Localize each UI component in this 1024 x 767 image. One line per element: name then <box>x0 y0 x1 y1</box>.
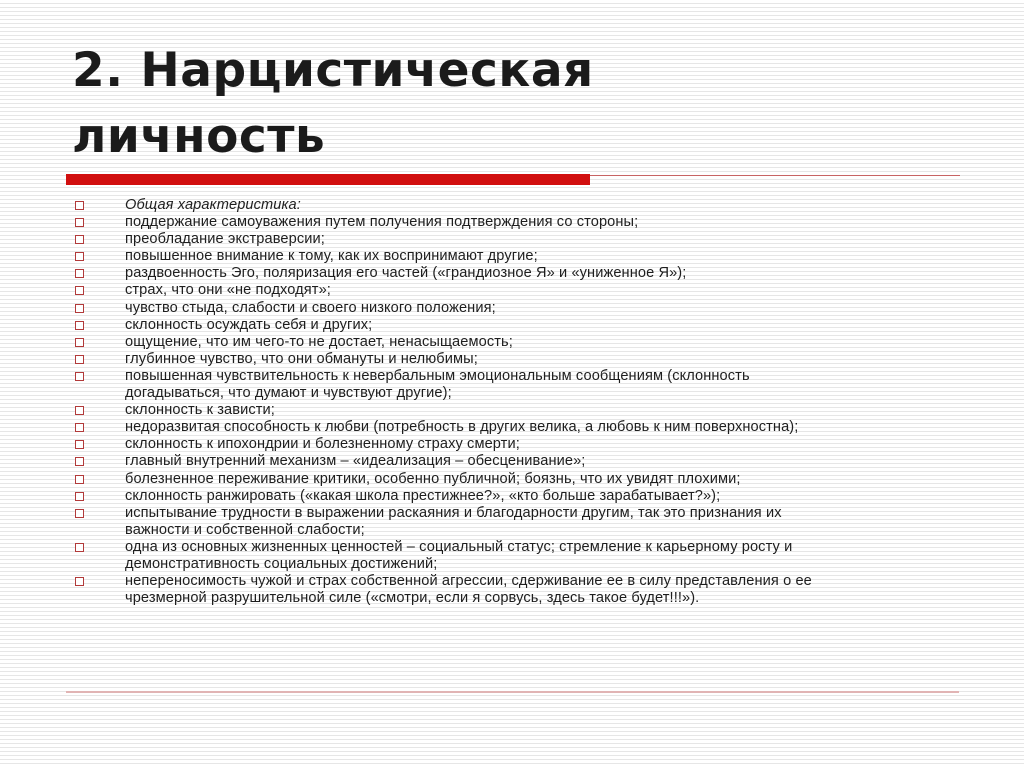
bullet-item <box>72 214 952 231</box>
hollow-square-bullet-icon <box>75 509 84 518</box>
bullet-text: раздвоенность Эго, поляризация его частей («грандиозное Я» и «униженное Я»); <box>125 265 687 282</box>
bullet-item <box>72 505 952 539</box>
bullet-text: склонность к зависти; <box>125 402 275 419</box>
bullet-item <box>72 488 952 505</box>
bullet-text: преобладание экстраверсии; <box>125 231 325 248</box>
hollow-square-bullet-icon <box>75 321 84 330</box>
bullet-item <box>72 539 952 573</box>
bullet-text: склонность к ипохондрии и болезненному страху смерти; <box>125 436 520 453</box>
hollow-square-bullet-icon <box>75 252 84 261</box>
bullet-text: поддержание самоуважения путем получения подтверждения со стороны; <box>125 214 639 231</box>
bullet-item <box>72 436 952 453</box>
bullet-text: главный внутренний механизм – «идеализация – обесценивание»; <box>125 453 586 470</box>
hollow-square-bullet-icon <box>75 406 84 415</box>
slide-body <box>72 197 952 607</box>
bullet-text: повышенное внимание к тому, как их воспринимают другие; <box>125 248 538 265</box>
hollow-square-bullet-icon <box>75 355 84 364</box>
bullet-item <box>72 282 952 299</box>
bullet-text: болезненное переживание критики, особенно публичной; боязнь, что их увидят плохими; <box>125 470 741 487</box>
slide-title: 2. Нарцистическая личность <box>72 43 594 164</box>
bullet-item <box>72 402 952 419</box>
bullet-item <box>72 248 952 265</box>
bullet-item <box>72 265 952 282</box>
hollow-square-bullet-icon <box>75 475 84 484</box>
bullet-item <box>72 453 952 470</box>
bullet-text: страх, что они «не подходят»; <box>125 282 331 299</box>
bullet-item-intro <box>72 197 952 214</box>
bullet-item <box>72 231 952 248</box>
hollow-square-bullet-icon <box>75 423 84 432</box>
bullet-item <box>72 471 952 488</box>
bullet-item <box>72 334 952 351</box>
hollow-square-bullet-icon <box>75 440 84 449</box>
bullet-item <box>72 317 952 334</box>
bullet-text: испытывание трудности в выражении раскаяния и благодарности другим, так это признания их важности и собственной слабости; <box>125 504 782 538</box>
bullet-item <box>72 351 952 368</box>
bullet-item <box>72 368 952 402</box>
bullet-text: склонность ранжировать («какая школа престижнее?», «кто больше зарабатывает?»); <box>125 487 721 504</box>
bullet-text: чувство стыда, слабости и своего низкого положения; <box>125 299 496 316</box>
hollow-square-bullet-icon <box>75 269 84 278</box>
bullet-text: одна из основных жизненных ценностей – социальный статус; стремление к карьерному росту и демонстративность социальных достижений; <box>125 538 793 572</box>
hollow-square-bullet-icon <box>75 577 84 586</box>
bullet-item <box>72 419 952 436</box>
bullet-text: склонность осуждать себя и других; <box>125 316 373 333</box>
hollow-square-bullet-icon <box>75 304 84 313</box>
bullet-text: непереносимость чужой и страх собственной агрессии, сдерживание ее в силу представления о ее чрезмерной разрушительной силе («смотри, если я сорвусь, здесь такое будет!!!»). <box>125 573 812 607</box>
bullet-text: глубинное чувство, что они обмануты и нелюбимы; <box>125 350 478 367</box>
hollow-square-bullet-icon <box>75 235 84 244</box>
bullet-text: ощущение, что им чего-то не достает, ненасыщаемость; <box>125 333 513 350</box>
footer-divider-line <box>66 691 959 693</box>
bullet-text: недоразвитая способность к любви (потребность в других велика, а любовь к ним поверхностна); <box>125 419 799 436</box>
bullet-item <box>72 573 952 607</box>
bullet-text: Общая характеристика: <box>125 197 301 213</box>
hollow-square-bullet-icon <box>75 492 84 501</box>
hollow-square-bullet-icon <box>75 286 84 295</box>
bullet-text: повышенная чувствительность к невербальным эмоциональным сообщениям (склонность догадываться, что думают и чувствуют другие); <box>125 367 750 402</box>
hollow-square-bullet-icon <box>75 338 84 347</box>
hollow-square-bullet-icon <box>75 543 84 552</box>
hollow-square-bullet-icon <box>75 201 84 210</box>
title-accent-bar <box>66 174 590 185</box>
bullet-item <box>72 300 952 317</box>
hollow-square-bullet-icon <box>75 457 84 466</box>
hollow-square-bullet-icon <box>75 218 84 227</box>
hollow-square-bullet-icon <box>75 372 84 381</box>
bullet-list <box>72 197 952 607</box>
